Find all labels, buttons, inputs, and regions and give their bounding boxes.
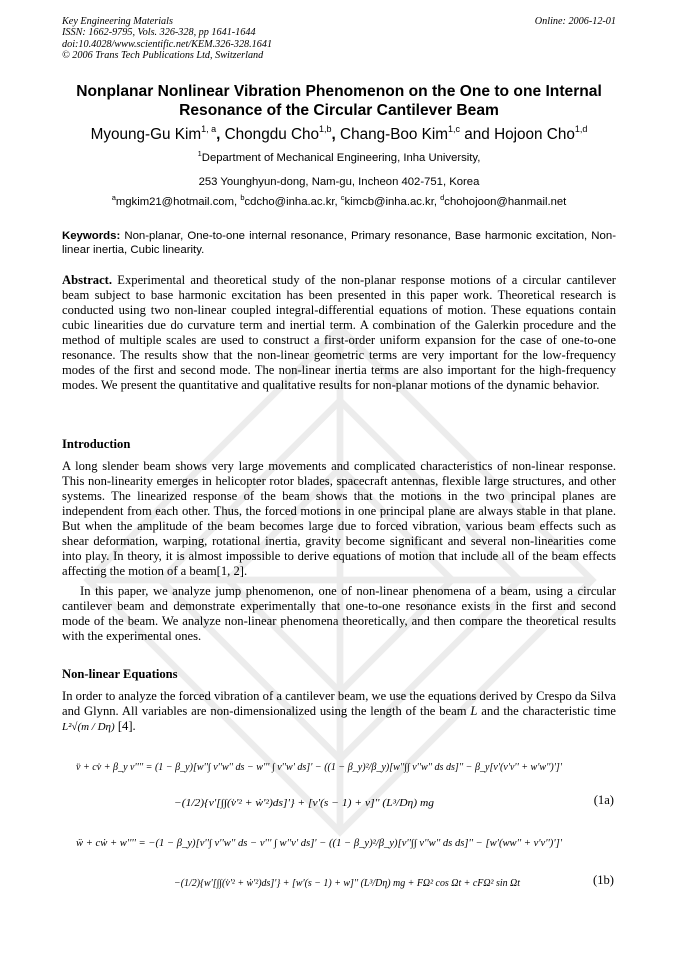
keywords-text: Non-planar, One-to-one internal resonance, Primary resonance, Base harmonic excitation, Non-linear inertia, Cubic linearity. <box>62 230 616 256</box>
equation-number: (1b) <box>593 873 614 887</box>
author-name: Chongdu Cho <box>224 126 320 143</box>
equation-number: (1a) <box>593 793 614 807</box>
keywords-block <box>62 230 616 257</box>
math-symbol-L: L <box>470 704 478 719</box>
abstract-label: Abstract. <box>62 273 113 287</box>
paper-title: Nonplanar Nonlinear Vibration Phenomenon on the One to one Internal Resonance of the Circular Cantilever Beam <box>76 83 602 119</box>
author-affil-mark: 1,b <box>319 124 332 134</box>
abstract-text: Experimental and theoretical study of the non-planar response motions of a circular cantilever beam subject to base harmonic excitation has been presented in this paper work. Theoretical research is conducted using two non-linear coupled integral-differential equations of motion. These equations contain cubic linearities due do curvature term and inertial term. A combination of the Galerkin procedure and the method of multiple scales are used to construct a first-order uniform expansion for the case of one-to-one resonance. The results show that the non-linear geometric terms are very important for the low-frequency modes of the first and second mode. The non-linear inertia terms are also important for the high-frequency modes. We present the quantitative and qualitative results for non-planar motions of the dynamic behavior. <box>62 273 616 393</box>
email-mark: b <box>240 193 245 202</box>
email-address[interactable]: chohojoon@hanmail.net <box>444 196 567 208</box>
abstract-block <box>62 273 616 393</box>
email-mark: a <box>111 193 116 202</box>
nonlinear-text-mid: and the characteristic time <box>477 704 616 719</box>
introduction-paragraph-1: A long slender beam shows very large movements and complicated characteristics of non-linear response. This non-linearity emerges in helicopter rotor blades, spacecraft antennas, flexible large structures, and other systems. The linearized response of the beam shows that the motions in the two principal planes are independent from each other. Thus, the forced motions in one principal plane are always stable in that plane. But when the amplitude of the beam becomes large due to forced vibration, various beam effects such as shear deformation, warping, rotational inertia, gravity become significant and several non-linearities come into play. In theory, it is almost impossible to derive equations of motion that include all of the beam effects affecting the motion of a beam[1, 2]. <box>62 459 616 579</box>
email-mark: c <box>340 193 345 202</box>
nonlinear-paragraph-1 <box>62 689 616 735</box>
keywords-label: Keywords: <box>62 230 121 242</box>
author-name: Chang-Boo Kim <box>340 126 449 143</box>
email-line <box>62 195 616 209</box>
email-address[interactable]: kimcb@inha.ac.kr, <box>344 196 441 208</box>
introduction-paragraph-2: In this paper, we analyze jump phenomenon, one of non-linear phenomena of a beam, using a circular cantilever beam and demonstrate experimentally that one-to-one resonance exists in the first and second mode of the beam. We analyze non-linear phenomena theoretically, and then compare the theoretical results with the experimental ones. <box>62 584 616 644</box>
journal-header <box>62 16 616 61</box>
author-affil-mark: 1, a <box>201 124 217 134</box>
nonlinear-text: In order to analyze the forced vibration of a cantilever beam, we use the equations derived by Crespo da Silva and Glynn. All variables are non-dimensionalized using the length of the beam <box>62 689 616 719</box>
doi-line: doi:10.4028/www.scientific.net/KEM.326-328.1641 <box>62 38 273 50</box>
issn-line: ISSN: 1662-9795, Vols. 326-328, pp 1641-1644 <box>62 27 256 39</box>
eq1-line2: −(1/2){v'[∫∫(v̇'² + ẇ'²)ds]'} + [v'(s − 1) + v]'' (L³/Dη) mg <box>174 798 434 809</box>
journal-name: Key Engineering Materials <box>62 16 173 27</box>
affiliation-mark: 1 <box>197 149 202 158</box>
eq2-line2: −(1/2){w'[∫∫(v̇'² + ẇ'²)ds]'} + [w'(s − 1) + w]'' (L³/Dη) mg + FΩ² cos Ωt + cFΩ² sin Ωt <box>174 878 521 889</box>
email-address[interactable]: cdcho@inha.ac.kr, <box>244 196 341 208</box>
author-name: Myoung-Gu Kim <box>90 126 202 143</box>
section-heading-nonlinear-equations: Non-linear Equations <box>62 667 178 681</box>
equation-1a-render <box>62 748 616 828</box>
equation-1b-render <box>62 828 616 908</box>
affiliation-line-2: 253 Younghyun-dong, Nam-gu, Incheon 402-751, Korea <box>198 176 480 188</box>
math-characteristic-time: L²√(m / Dη) <box>62 721 115 734</box>
email-address[interactable]: mgkim21@hotmail.com, <box>115 196 241 208</box>
email-mark: d <box>440 193 445 202</box>
section-heading-introduction: Introduction <box>62 437 131 451</box>
eq2-line1: ẅ + cẇ + w'''' = −(1 − β_y)[v''∫ v''w'' ds − v''' ∫ w''v' ds]' − ((1 − β_y)²/β_y)[v''∫∫ v''w'' ds ds]'' − [w'(ww'' + v'v'')']' <box>76 838 563 849</box>
affiliation-department: Department of Mechanical Engineering, Inha University, <box>201 152 481 164</box>
equation-1b <box>62 828 616 908</box>
equation-1a <box>62 748 616 828</box>
author-name: Hojoon Cho <box>494 126 575 143</box>
affiliation-line-1 <box>62 151 616 165</box>
author-list: Myoung-Gu Kim$^{1, a}$, Chongdu Cho$^{1,b}$, Chang-Boo Kim$^{1,c}$ and Hojoon Cho$^{1,d}$ <box>90 124 588 143</box>
online-date: Online: 2006-12-01 <box>534 16 616 27</box>
eq1-line1: v̈ + cv̇ + β_y v'''' = (1 − β_y)[w''∫ v''w'' ds − w''' ∫ v''w' ds]' − ((1 − β_y)²/β_y)[w''∫∫ v''w'' ds ds]'' − β_y[v'(v'v'' + w'w'')']' <box>76 762 563 773</box>
author-affil-mark: 1,c <box>448 124 461 134</box>
nonlinear-text-end: [4]. <box>114 719 136 734</box>
author-affil-mark: 1,d <box>574 124 588 134</box>
copyright-line: © 2006 Trans Tech Publications Ltd, Switzerland <box>62 49 264 61</box>
